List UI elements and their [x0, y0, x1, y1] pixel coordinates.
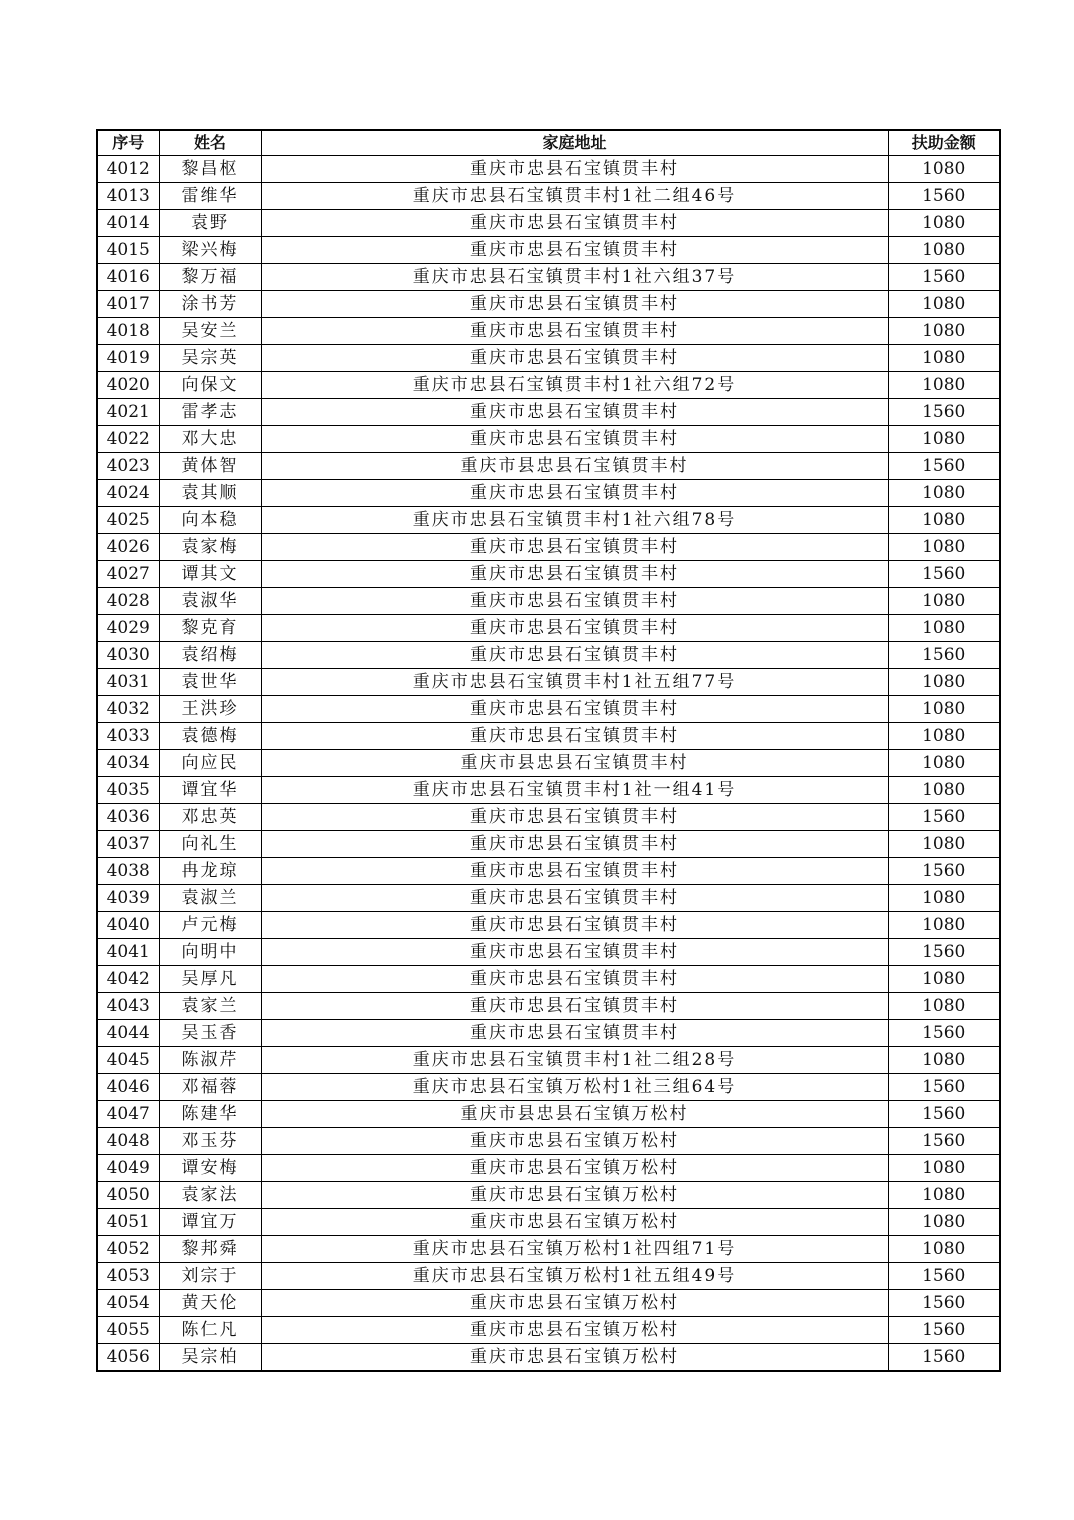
name-cell: 袁其顺	[159, 480, 261, 507]
address-cell: 重庆市忠县石宝镇万松村	[261, 1317, 888, 1344]
address-cell: 重庆市忠县石宝镇贯丰村	[261, 534, 888, 561]
serial-cell: 4046	[97, 1074, 159, 1101]
name-cell: 吴玉香	[159, 1020, 261, 1047]
amount-cell: 1560	[888, 453, 1000, 480]
table-row	[97, 534, 1000, 561]
table-row	[97, 183, 1000, 210]
amount-cell: 1080	[888, 912, 1000, 939]
address-cell: 重庆市县忠县石宝镇贯丰村	[261, 750, 888, 777]
table-header-row	[97, 130, 1000, 156]
table-row	[97, 669, 1000, 696]
amount-cell: 1560	[888, 939, 1000, 966]
table-row	[97, 750, 1000, 777]
address-cell: 重庆市忠县石宝镇万松村1社三组64号	[261, 1074, 888, 1101]
table-row	[97, 831, 1000, 858]
table-row	[97, 1344, 1000, 1372]
table-row	[97, 885, 1000, 912]
amount-cell: 1560	[888, 1101, 1000, 1128]
serial-cell: 4044	[97, 1020, 159, 1047]
amount-cell: 1560	[888, 399, 1000, 426]
table-row	[97, 1074, 1000, 1101]
amount-cell: 1080	[888, 156, 1000, 183]
amount-cell: 1080	[888, 993, 1000, 1020]
serial-cell: 4022	[97, 426, 159, 453]
name-cell: 向明中	[159, 939, 261, 966]
amount-cell: 1080	[888, 1155, 1000, 1182]
address-cell: 重庆市忠县石宝镇贯丰村	[261, 831, 888, 858]
amount-cell: 1080	[888, 615, 1000, 642]
amount-cell: 1560	[888, 1020, 1000, 1047]
amount-cell: 1560	[888, 1317, 1000, 1344]
serial-cell: 4024	[97, 480, 159, 507]
name-cell: 向应民	[159, 750, 261, 777]
serial-cell: 4025	[97, 507, 159, 534]
amount-cell: 1080	[888, 426, 1000, 453]
table-row	[97, 372, 1000, 399]
name-cell: 吴安兰	[159, 318, 261, 345]
name-cell: 邓大忠	[159, 426, 261, 453]
name-cell: 冉龙琼	[159, 858, 261, 885]
serial-cell: 4020	[97, 372, 159, 399]
amount-cell: 1560	[888, 183, 1000, 210]
name-cell: 谭其文	[159, 561, 261, 588]
address-cell: 重庆市忠县石宝镇贯丰村	[261, 588, 888, 615]
address-cell: 重庆市忠县石宝镇贯丰村	[261, 156, 888, 183]
name-cell: 黎邦舜	[159, 1236, 261, 1263]
amount-cell: 1080	[888, 480, 1000, 507]
name-cell: 吴宗柏	[159, 1344, 261, 1372]
serial-cell: 4027	[97, 561, 159, 588]
name-cell: 黄体智	[159, 453, 261, 480]
table-row	[97, 1290, 1000, 1317]
address-cell: 重庆市忠县石宝镇万松村1社四组71号	[261, 1236, 888, 1263]
name-cell: 袁家法	[159, 1182, 261, 1209]
table-row	[97, 615, 1000, 642]
name-cell: 涂书芳	[159, 291, 261, 318]
name-cell: 邓忠英	[159, 804, 261, 831]
amount-cell: 1080	[888, 777, 1000, 804]
table-row	[97, 1128, 1000, 1155]
serial-cell: 4041	[97, 939, 159, 966]
serial-cell: 4042	[97, 966, 159, 993]
amount-cell: 1560	[888, 1263, 1000, 1290]
address-cell: 重庆市忠县石宝镇贯丰村	[261, 210, 888, 237]
name-cell: 刘宗于	[159, 1263, 261, 1290]
amount-cell: 1080	[888, 345, 1000, 372]
name-cell: 黎昌枢	[159, 156, 261, 183]
name-cell: 梁兴梅	[159, 237, 261, 264]
address-cell: 重庆市忠县石宝镇贯丰村1社一组41号	[261, 777, 888, 804]
serial-cell: 4040	[97, 912, 159, 939]
address-cell: 重庆市忠县石宝镇贯丰村1社二组28号	[261, 1047, 888, 1074]
table-row	[97, 1182, 1000, 1209]
serial-cell: 4053	[97, 1263, 159, 1290]
serial-cell: 4016	[97, 264, 159, 291]
table-row	[97, 804, 1000, 831]
amount-cell: 1080	[888, 831, 1000, 858]
amount-cell: 1080	[888, 750, 1000, 777]
serial-cell: 4051	[97, 1209, 159, 1236]
table-row	[97, 291, 1000, 318]
serial-cell: 4012	[97, 156, 159, 183]
name-cell: 袁淑华	[159, 588, 261, 615]
address-cell: 重庆市忠县石宝镇贯丰村1社五组77号	[261, 669, 888, 696]
address-cell: 重庆市忠县石宝镇贯丰村	[261, 723, 888, 750]
amount-cell: 1080	[888, 966, 1000, 993]
address-cell: 重庆市忠县石宝镇万松村	[261, 1182, 888, 1209]
amount-cell: 1560	[888, 1344, 1000, 1372]
amount-cell: 1080	[888, 1047, 1000, 1074]
table-row	[97, 966, 1000, 993]
serial-cell: 4014	[97, 210, 159, 237]
table-row	[97, 723, 1000, 750]
name-cell: 黎克育	[159, 615, 261, 642]
table-row	[97, 1263, 1000, 1290]
address-cell: 重庆市忠县石宝镇贯丰村	[261, 237, 888, 264]
amount-cell: 1080	[888, 291, 1000, 318]
address-cell: 重庆市忠县石宝镇贯丰村	[261, 912, 888, 939]
address-cell: 重庆市忠县石宝镇贯丰村	[261, 696, 888, 723]
serial-cell: 4050	[97, 1182, 159, 1209]
address-cell: 重庆市忠县石宝镇贯丰村1社六组78号	[261, 507, 888, 534]
serial-cell: 4017	[97, 291, 159, 318]
amount-cell: 1560	[888, 1074, 1000, 1101]
address-cell: 重庆市忠县石宝镇贯丰村	[261, 1020, 888, 1047]
serial-cell: 4039	[97, 885, 159, 912]
table-row	[97, 237, 1000, 264]
serial-cell: 4019	[97, 345, 159, 372]
amount-cell: 1080	[888, 210, 1000, 237]
address-cell: 重庆市忠县石宝镇贯丰村	[261, 426, 888, 453]
header-serial: 序号	[97, 130, 159, 156]
name-cell: 邓玉芬	[159, 1128, 261, 1155]
table-row	[97, 453, 1000, 480]
table-row	[97, 588, 1000, 615]
address-cell: 重庆市忠县石宝镇贯丰村	[261, 939, 888, 966]
serial-cell: 4054	[97, 1290, 159, 1317]
address-cell: 重庆市忠县石宝镇贯丰村	[261, 345, 888, 372]
assistance-table	[96, 129, 1001, 1372]
address-cell: 重庆市忠县石宝镇万松村	[261, 1155, 888, 1182]
amount-cell: 1080	[888, 1182, 1000, 1209]
name-cell: 卢元梅	[159, 912, 261, 939]
amount-cell: 1080	[888, 1209, 1000, 1236]
serial-cell: 4018	[97, 318, 159, 345]
amount-cell: 1560	[888, 1290, 1000, 1317]
serial-cell: 4026	[97, 534, 159, 561]
table-row	[97, 318, 1000, 345]
serial-cell: 4047	[97, 1101, 159, 1128]
table-row	[97, 507, 1000, 534]
amount-cell: 1080	[888, 1236, 1000, 1263]
serial-cell: 4031	[97, 669, 159, 696]
address-cell: 重庆市忠县石宝镇贯丰村	[261, 399, 888, 426]
address-cell: 重庆市忠县石宝镇贯丰村	[261, 885, 888, 912]
address-cell: 重庆市忠县石宝镇贯丰村	[261, 642, 888, 669]
header-address: 家庭地址	[261, 130, 888, 156]
name-cell: 谭宜万	[159, 1209, 261, 1236]
table-row	[97, 858, 1000, 885]
serial-cell: 4015	[97, 237, 159, 264]
serial-cell: 4049	[97, 1155, 159, 1182]
address-cell: 重庆市县忠县石宝镇万松村	[261, 1101, 888, 1128]
amount-cell: 1080	[888, 372, 1000, 399]
address-cell: 重庆市忠县石宝镇万松村1社五组49号	[261, 1263, 888, 1290]
name-cell: 谭安梅	[159, 1155, 261, 1182]
serial-cell: 4036	[97, 804, 159, 831]
name-cell: 向保文	[159, 372, 261, 399]
address-cell: 重庆市忠县石宝镇贯丰村1社六组72号	[261, 372, 888, 399]
serial-cell: 4052	[97, 1236, 159, 1263]
address-cell: 重庆市忠县石宝镇贯丰村	[261, 291, 888, 318]
serial-cell: 4030	[97, 642, 159, 669]
name-cell: 邓福蓉	[159, 1074, 261, 1101]
serial-cell: 4045	[97, 1047, 159, 1074]
address-cell: 重庆市忠县石宝镇万松村	[261, 1290, 888, 1317]
table-row	[97, 561, 1000, 588]
amount-cell: 1560	[888, 264, 1000, 291]
serial-cell: 4055	[97, 1317, 159, 1344]
address-cell: 重庆市忠县石宝镇贯丰村1社二组46号	[261, 183, 888, 210]
name-cell: 雷维华	[159, 183, 261, 210]
table-row	[97, 912, 1000, 939]
name-cell: 吴厚凡	[159, 966, 261, 993]
name-cell: 袁家梅	[159, 534, 261, 561]
name-cell: 雷孝志	[159, 399, 261, 426]
name-cell: 黄天伦	[159, 1290, 261, 1317]
table-row	[97, 156, 1000, 183]
table-row	[97, 939, 1000, 966]
serial-cell: 4038	[97, 858, 159, 885]
amount-cell: 1080	[888, 588, 1000, 615]
amount-cell: 1080	[888, 669, 1000, 696]
address-cell: 重庆市忠县石宝镇贯丰村	[261, 993, 888, 1020]
serial-cell: 4056	[97, 1344, 159, 1372]
table-row	[97, 1209, 1000, 1236]
header-amount: 扶助金额	[888, 130, 1000, 156]
serial-cell: 4013	[97, 183, 159, 210]
address-cell: 重庆市忠县石宝镇万松村	[261, 1209, 888, 1236]
table-row	[97, 1155, 1000, 1182]
table-row	[97, 1047, 1000, 1074]
amount-cell: 1560	[888, 858, 1000, 885]
serial-cell: 4037	[97, 831, 159, 858]
header-name: 姓名	[159, 130, 261, 156]
address-cell: 重庆市忠县石宝镇贯丰村	[261, 966, 888, 993]
address-cell: 重庆市忠县石宝镇贯丰村	[261, 480, 888, 507]
name-cell: 袁野	[159, 210, 261, 237]
address-cell: 重庆市忠县石宝镇贯丰村	[261, 561, 888, 588]
table-row	[97, 264, 1000, 291]
serial-cell: 4023	[97, 453, 159, 480]
address-cell: 重庆市忠县石宝镇贯丰村1社六组37号	[261, 264, 888, 291]
serial-cell: 4028	[97, 588, 159, 615]
name-cell: 王洪珍	[159, 696, 261, 723]
serial-cell: 4032	[97, 696, 159, 723]
table-row	[97, 1101, 1000, 1128]
name-cell: 袁世华	[159, 669, 261, 696]
table-body	[97, 156, 1000, 1372]
table-row	[97, 1020, 1000, 1047]
amount-cell: 1080	[888, 885, 1000, 912]
serial-cell: 4021	[97, 399, 159, 426]
table-row	[97, 993, 1000, 1020]
address-cell: 重庆市忠县石宝镇万松村	[261, 1344, 888, 1372]
table-row	[97, 426, 1000, 453]
amount-cell: 1560	[888, 561, 1000, 588]
table-row	[97, 399, 1000, 426]
name-cell: 陈建华	[159, 1101, 261, 1128]
name-cell: 袁绍梅	[159, 642, 261, 669]
serial-cell: 4048	[97, 1128, 159, 1155]
name-cell: 向本稳	[159, 507, 261, 534]
name-cell: 吴宗英	[159, 345, 261, 372]
name-cell: 袁家兰	[159, 993, 261, 1020]
amount-cell: 1080	[888, 318, 1000, 345]
serial-cell: 4035	[97, 777, 159, 804]
address-cell: 重庆市忠县石宝镇贯丰村	[261, 318, 888, 345]
serial-cell: 4043	[97, 993, 159, 1020]
table-row	[97, 1236, 1000, 1263]
table-row	[97, 345, 1000, 372]
name-cell: 袁淑兰	[159, 885, 261, 912]
amount-cell: 1560	[888, 804, 1000, 831]
serial-cell: 4029	[97, 615, 159, 642]
name-cell: 陈淑芹	[159, 1047, 261, 1074]
amount-cell: 1080	[888, 237, 1000, 264]
name-cell: 陈仁凡	[159, 1317, 261, 1344]
amount-cell: 1560	[888, 1128, 1000, 1155]
table-row	[97, 777, 1000, 804]
address-cell: 重庆市忠县石宝镇贯丰村	[261, 615, 888, 642]
amount-cell: 1080	[888, 696, 1000, 723]
table-row	[97, 696, 1000, 723]
address-cell: 重庆市忠县石宝镇贯丰村	[261, 858, 888, 885]
address-cell: 重庆市忠县石宝镇贯丰村	[261, 804, 888, 831]
amount-cell: 1560	[888, 642, 1000, 669]
table-row	[97, 1317, 1000, 1344]
table-row	[97, 480, 1000, 507]
name-cell: 袁德梅	[159, 723, 261, 750]
name-cell: 向礼生	[159, 831, 261, 858]
table-row	[97, 210, 1000, 237]
name-cell: 黎万福	[159, 264, 261, 291]
serial-cell: 4033	[97, 723, 159, 750]
amount-cell: 1080	[888, 723, 1000, 750]
serial-cell: 4034	[97, 750, 159, 777]
table-row	[97, 642, 1000, 669]
amount-cell: 1080	[888, 507, 1000, 534]
address-cell: 重庆市县忠县石宝镇贯丰村	[261, 453, 888, 480]
amount-cell: 1080	[888, 534, 1000, 561]
name-cell: 谭宜华	[159, 777, 261, 804]
address-cell: 重庆市忠县石宝镇万松村	[261, 1128, 888, 1155]
